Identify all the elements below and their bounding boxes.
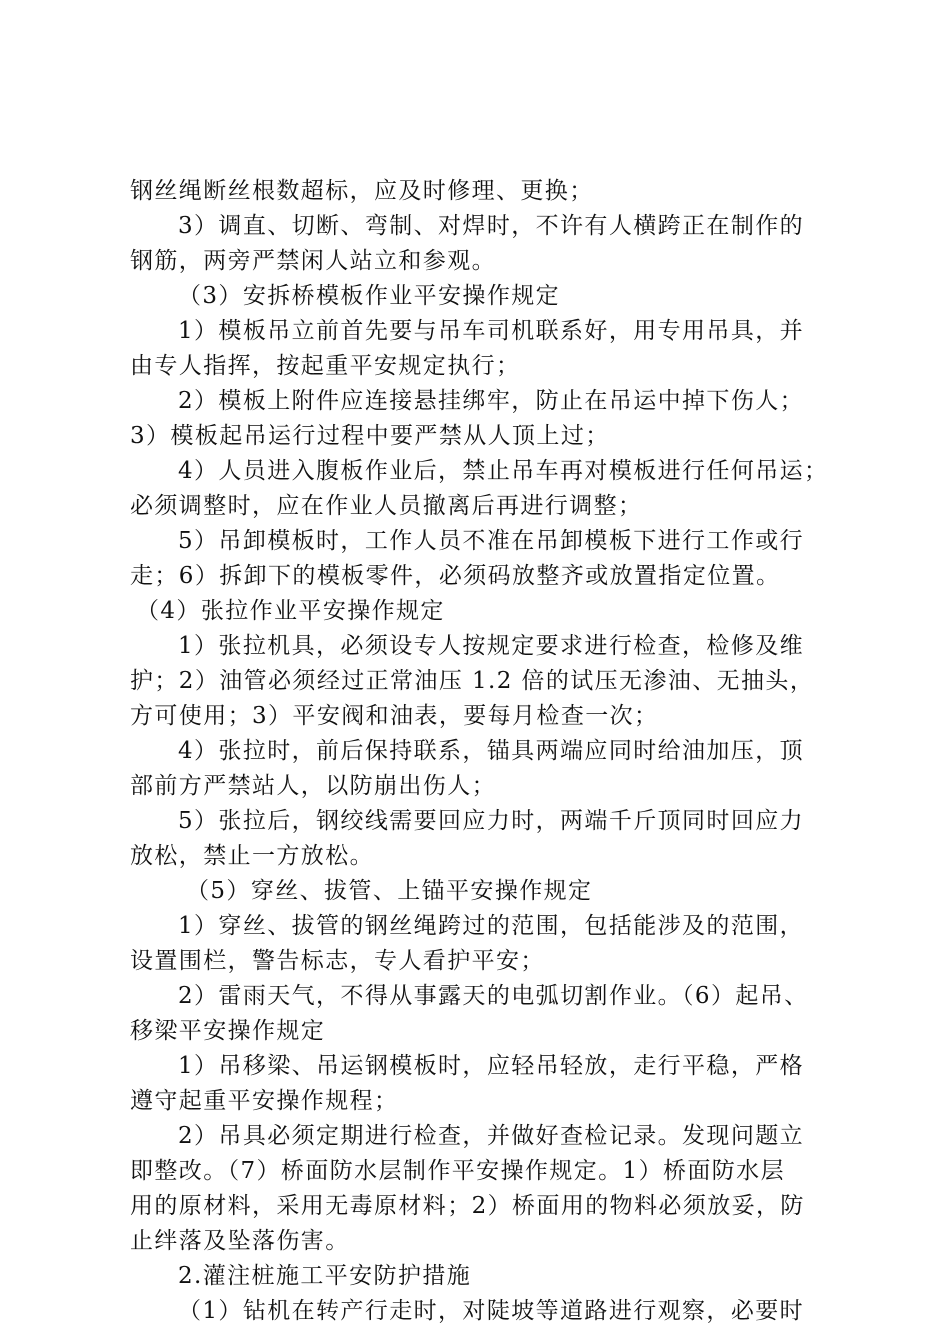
text-line: 3）模板起吊运行过程中要严禁从人顶上过； <box>130 423 610 449</box>
text-line: 1）模板吊立前首先要与吊车司机联系好，用专用吊具，并 <box>178 318 805 344</box>
section-heading: （3）安拆桥模板作业平安操作规定 <box>178 283 561 309</box>
text-line: 遵守起重平安操作规程； <box>130 1088 399 1114</box>
text-line: 2）雷雨天气，不得从事露天的电弧切割作业。（6）起吊、 <box>178 983 809 1009</box>
text-line: （1）钻机在转产行走时，对陡坡等道路进行观察，必要时 <box>178 1298 805 1324</box>
text-line: 由专人指挥，按起重平安规定执行； <box>130 353 521 379</box>
text-line: 放松，禁止一方放松。 <box>130 843 374 869</box>
text-line: 3）调直、切断、弯制、对焊时，不许有人横跨正在制作的 <box>178 213 805 239</box>
text-line: 即整改。（7）桥面防水层制作平安操作规定。1）桥面防水层 <box>130 1158 785 1184</box>
text-line: 走；6）拆卸下的模板零件，必须码放整齐或放置指定位置。 <box>130 563 781 589</box>
text-line: 1）吊移梁、吊运钢模板时，应轻吊轻放，走行平稳，严格 <box>178 1053 805 1079</box>
text-line: 2）吊具必须定期进行检查，并做好查检记录。发现问题立 <box>178 1123 805 1149</box>
text-line: 护；2）油管必须经过正常油压 1.2 倍的试压无渗油、无抽头， <box>130 668 815 694</box>
text-line: 部前方严禁站人，以防崩出伤人； <box>130 773 496 799</box>
text-line: 用的原材料，采用无毒原材料；2）桥面用的物料必须放妥，防 <box>130 1193 805 1219</box>
text-line: 1）张拉机具，必须设专人按规定要求进行检查，检修及维 <box>178 633 805 659</box>
text-line: 必须调整时，应在作业人员撤离后再进行调整； <box>130 493 643 519</box>
text-line: 止绊落及坠落伤害。 <box>130 1228 350 1254</box>
text-line: 设置围栏，警告标志，专人看护平安； <box>130 948 545 974</box>
section-heading: （4）张拉作业平安操作规定 <box>136 598 445 624</box>
text-line: 方可使用；3）平安阀和油表，要每月检查一次； <box>130 703 659 729</box>
section-heading: （5）穿丝、拔管、上锚平安操作规定 <box>186 878 593 904</box>
text-line: 移梁平安操作规定 <box>130 1018 326 1044</box>
text-line: 4）人员进入腹板作业后，禁止吊车再对模板进行任何吊运； <box>178 458 829 484</box>
text-line: 5）吊卸模板时，工作人员不准在吊卸模板下进行工作或行 <box>178 528 805 554</box>
section-heading: 2.灌注桩施工平安防护措施 <box>178 1263 472 1289</box>
text-line: 钢筋，两旁严禁闲人站立和参观。 <box>130 248 496 274</box>
text-line: 4）张拉时，前后保持联系，锚具两端应同时给油加压，顶 <box>178 738 805 764</box>
text-line: 5）张拉后，钢绞线需要回应力时，两端千斤顶同时回应力 <box>178 808 805 834</box>
text-line: 1）穿丝、拔管的钢丝绳跨过的范围，包括能涉及的范围， <box>178 913 805 939</box>
text-line: 钢丝绳断丝根数超标，应及时修理、更换； <box>130 178 594 204</box>
text-line: 2）模板上附件应连接悬挂绑牢，防止在吊运中掉下伤人； <box>178 388 805 414</box>
